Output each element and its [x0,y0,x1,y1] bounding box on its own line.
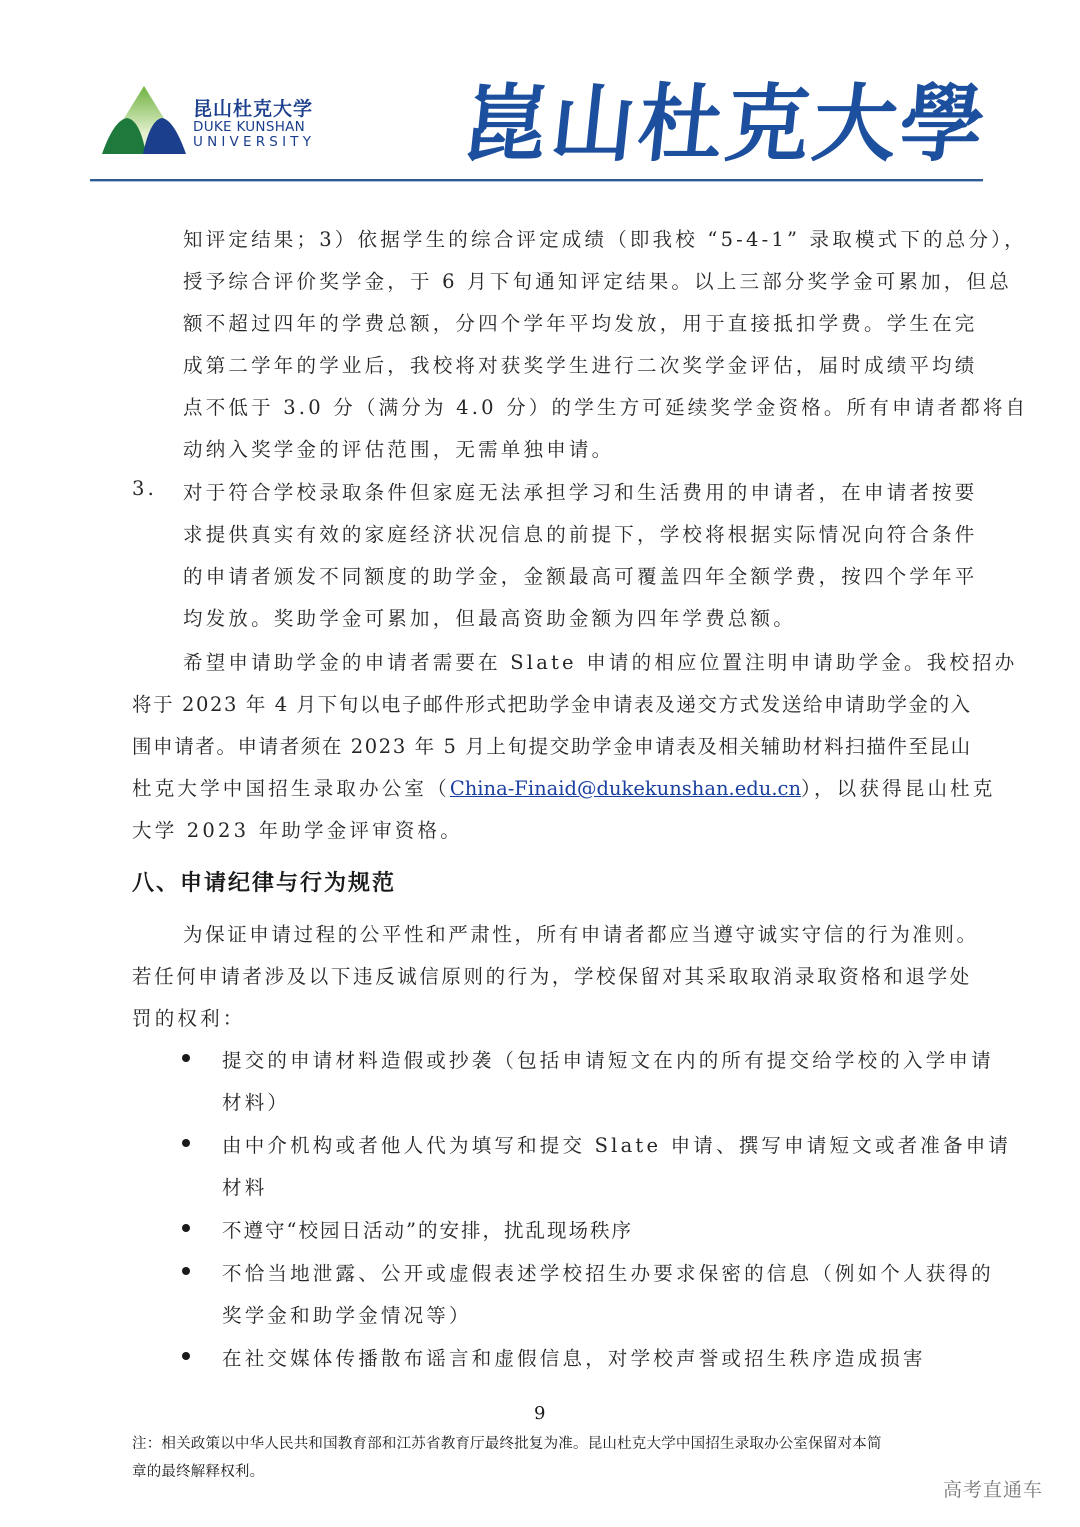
finaid-email-link[interactable]: China-Finaid@dukekunshan.edu.cn [449,777,802,800]
calligraphy-char: 杜 [633,73,728,173]
paragraph-line: 为保证申请过程的公平性和严肃性，所有申请者都应当遵守诚实守信的行为准则。 [183,923,979,946]
list-item-line: 提交的申请材料造假或抄袭（包括申请短文在内的所有提交给学校的入学申请 [222,1049,994,1072]
paragraph-line: 若任何申请者涉及以下违反诚信原则的行为，学校保留对其采取取消录取资格和退学处 [132,965,972,988]
list-number: 3. [132,477,158,500]
list-item-line: 在社交媒体传播散布谣言和虚假信息，对学校声誉或招生秩序造成损害 [222,1347,926,1370]
logo-en-line2: UNIVERSITY [193,134,316,150]
paragraph-line: 罚的权利： [132,1007,246,1030]
calligraphy-char: 大 [807,73,903,173]
page-number: 9 [534,1403,546,1424]
list-item-line: 求提供真实有效的家庭经济状况信息的前提下，学校将根据实际情况向符合条件 [183,523,978,546]
calligraphy-char: 學 [895,73,990,173]
source-watermark: 高考直通车 [943,1479,1044,1501]
bullet-icon [182,1352,190,1360]
paragraph-line: 成第二学年的学业后，我校将对获奖学生进行二次奖学金评估，届时成绩平均绩 [183,354,978,377]
calligraphy-char: 克 [720,73,816,173]
logo-en-line1: DUKE KUNSHAN [193,119,306,135]
bullet-icon [182,1139,190,1147]
paragraph-line: 围申请者。申请者须在 2023 年 5 月上旬提交助学金申请表及相关辅助材料扫描件至昆山 [132,735,972,758]
list-item-line: 均发放。奖助学金可累加，但最高资助金额为四年学费总额。 [183,607,796,630]
bullet-icon [182,1224,190,1232]
list-item-line: 奖学金和助学金情况等） [222,1304,472,1327]
paragraph-line: 大学 2023 年助学金评审资格。 [132,819,463,842]
logo-cn-name: 昆山杜克大学 [193,98,314,120]
text-segment: ），以获得昆山杜克 [801,777,996,800]
paragraph-line: 将于 2023 年 4 月下旬以电子邮件形式把助学金申请表及递交方式发送给申请助学金的入 [132,693,972,716]
footnote-line: 注：相关政策以中华人民共和国教育部和江苏省教育厅最终批复为准。昆山杜克大学中国招生录取办公室保留对本简 [132,1436,882,1452]
paragraph-line: 授予综合评价奖学金，于 6 月下旬通知评定结果。以上三部分奖学金可累加，但总 [183,270,1012,293]
calligraphy-title [459,62,991,172]
list-item-line: 对于符合学校录取条件但家庭无法承担学习和生活费用的申请者，在申请者按要 [183,481,978,504]
list-item-line: 材料） [222,1091,291,1114]
logo-wordmark [193,98,315,150]
bullet-icon [182,1054,190,1062]
paragraph-line: 动纳入奖学金的评估范围，无需单独申请。 [183,438,615,461]
paragraph-line: 额不超过四年的学费总额，分四个学年平均发放，用于直接抵扣学费。学生在完 [183,312,978,335]
bullet-icon [182,1267,190,1275]
calligraphy-char: 崑 [459,73,554,173]
university-logo-icon [100,84,188,156]
footnote-line: 章的最终解释权利。 [132,1464,265,1480]
list-item-line: 由中介机构或者他人代为填写和提交 Slate 申请、撰写申请短文或者准备申请 [222,1134,1012,1157]
paragraph-line [132,773,996,801]
list-item-line: 的申请者颁发不同额度的助学金，金额最高可覆盖四年全额学费，按四个学年平 [183,565,978,588]
list-item-line: 不遵守“校园日活动”的安排，扰乱现场秩序 [222,1219,633,1242]
page-header [0,0,1080,190]
header-divider [90,179,983,182]
text-segment: 杜克大学中国招生录取办公室（ [132,777,450,800]
section-heading: 八、申请纪律与行为规范 [132,871,397,896]
paragraph-line: 点不低于 3.0 分（满分为 4.0 分）的学生方可延续奖学金资格。所有申请者都将自 [183,396,1029,419]
list-item-line: 不恰当地泄露、公开或虚假表述学校招生办要求保密的信息（例如个人获得的 [222,1262,994,1285]
list-item-line: 材料 [222,1176,268,1199]
calligraphy-char: 山 [546,73,641,173]
paragraph-line: 希望申请助学金的申请者需要在 Slate 申请的相应位置注明申请助学金。我校招办 [183,651,1018,674]
paragraph-line: 知评定结果；3）依据学生的综合评定成绩（即我校 “5-4-1” 录取模式下的总分）， [183,228,1027,251]
